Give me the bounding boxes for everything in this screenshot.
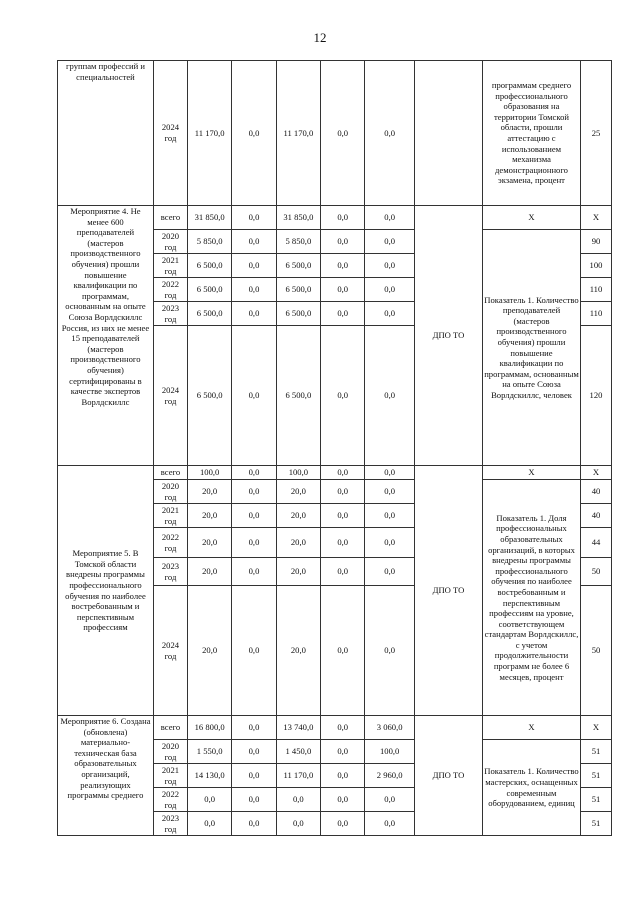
total-cell: 100,0 [187, 466, 231, 480]
measure-name: группам профессий и специальностей [58, 61, 154, 206]
value-cell: 51 [581, 740, 612, 764]
value-cell: 51 [581, 764, 612, 788]
executor-cell: ДПО ТО [414, 466, 482, 716]
year-cell: 2020 год [153, 230, 187, 254]
extrabudget-cell: 0,0 [365, 278, 415, 302]
regional-cell: 0,0 [276, 788, 320, 812]
year-cell: 2021 год [153, 504, 187, 528]
municipal-cell: 0,0 [321, 230, 365, 254]
program-table [57, 60, 612, 836]
federal-cell: 0,0 [232, 716, 276, 740]
indicator-cell: Показатель 1. Количество преподавателей (мастеров производственного обучения) прошли повышение квалификации по программам, основанным на опыте Союза Ворлдскиллс, человек [483, 230, 581, 466]
federal-cell: 0,0 [232, 466, 276, 480]
federal-cell: 0,0 [232, 740, 276, 764]
year-cell: 2022 год [153, 788, 187, 812]
indicator-cell: Показатель 1. Доля профессиональных образовательных организаций, в которых внедрены программы профессионального обучения по наиболее востребованным и перспективным профессиям на уровне, соответствующем стандартам Ворлдскиллс, с учетом продолжительности программ не более 6 месяцев, процент [483, 480, 581, 716]
indicator-total-cell: X [483, 716, 581, 740]
federal-cell: 0,0 [232, 558, 276, 586]
total-cell: 6 500,0 [187, 326, 231, 466]
regional-cell: 20,0 [276, 586, 320, 716]
municipal-cell: 0,0 [321, 740, 365, 764]
regional-cell: 6 500,0 [276, 326, 320, 466]
total-cell: 6 500,0 [187, 254, 231, 278]
table-row [58, 716, 612, 740]
value-cell: 110 [581, 278, 612, 302]
extrabudget-cell: 0,0 [365, 586, 415, 716]
regional-cell: 13 740,0 [276, 716, 320, 740]
extrabudget-cell: 0,0 [365, 302, 415, 326]
total-cell: 31 850,0 [187, 206, 231, 230]
total-cell: 11 170,0 [187, 61, 231, 206]
total-cell: 20,0 [187, 586, 231, 716]
extrabudget-cell: 0,0 [365, 326, 415, 466]
year-cell: 2020 год [153, 740, 187, 764]
federal-cell: 0,0 [232, 504, 276, 528]
municipal-cell: 0,0 [321, 206, 365, 230]
value-cell: 40 [581, 480, 612, 504]
regional-cell: 11 170,0 [276, 61, 320, 206]
regional-cell: 6 500,0 [276, 278, 320, 302]
value-cell: 110 [581, 302, 612, 326]
year-cell: 2022 год [153, 528, 187, 558]
federal-cell: 0,0 [232, 230, 276, 254]
value-cell: X [581, 716, 612, 740]
federal-cell: 0,0 [232, 302, 276, 326]
federal-cell: 0,0 [232, 764, 276, 788]
page-number: 12 [313, 30, 327, 45]
municipal-cell: 0,0 [321, 716, 365, 740]
year-cell: 2022 год [153, 278, 187, 302]
extrabudget-cell: 3 060,0 [365, 716, 415, 740]
total-cell: 20,0 [187, 528, 231, 558]
extrabudget-cell: 0,0 [365, 528, 415, 558]
municipal-cell: 0,0 [321, 528, 365, 558]
table-row [58, 61, 612, 206]
extrabudget-cell: 0,0 [365, 230, 415, 254]
year-cell: 2024 год [153, 61, 187, 206]
value-cell: 51 [581, 788, 612, 812]
table-row [58, 206, 612, 230]
federal-cell: 0,0 [232, 480, 276, 504]
indicator-total-cell: X [483, 466, 581, 480]
value-cell: 90 [581, 230, 612, 254]
total-cell: 6 500,0 [187, 302, 231, 326]
measure-name: Мероприятие 5. В Томской области внедрены программы профессионального обучения по наиболее востребованным и перспективным профессиям [58, 466, 154, 716]
executor-cell [414, 61, 482, 206]
municipal-cell: 0,0 [321, 504, 365, 528]
municipal-cell: 0,0 [321, 558, 365, 586]
regional-cell: 5 850,0 [276, 230, 320, 254]
total-cell: 6 500,0 [187, 278, 231, 302]
municipal-cell: 0,0 [321, 812, 365, 836]
value-cell: 50 [581, 586, 612, 716]
municipal-cell: 0,0 [321, 586, 365, 716]
total-cell: 20,0 [187, 504, 231, 528]
value-cell: 40 [581, 504, 612, 528]
regional-cell: 20,0 [276, 558, 320, 586]
year-cell: 2023 год [153, 812, 187, 836]
extrabudget-cell: 100,0 [365, 740, 415, 764]
regional-cell: 1 450,0 [276, 740, 320, 764]
year-cell: 2020 год [153, 480, 187, 504]
municipal-cell: 0,0 [321, 278, 365, 302]
total-cell: 20,0 [187, 558, 231, 586]
value-cell: 25 [581, 61, 612, 206]
total-cell: 5 850,0 [187, 230, 231, 254]
extrabudget-cell: 0,0 [365, 254, 415, 278]
municipal-cell: 0,0 [321, 326, 365, 466]
total-cell: 16 800,0 [187, 716, 231, 740]
extrabudget-cell: 0,0 [365, 466, 415, 480]
federal-cell: 0,0 [232, 278, 276, 302]
federal-cell: 0,0 [232, 586, 276, 716]
value-cell: 50 [581, 558, 612, 586]
measure-name: Мероприятие 4. Не менее 600 преподавателей (мастеров производственного обучения) прошли повышение квалификации по программам, основанным на опыте Союза Ворлдскиллс Россия, из них не менее 15 преподавателей (мастеров производственного обучения) сертифицированы в качестве экспертов Ворлдскиллс [58, 206, 154, 466]
year-cell: 2024 год [153, 586, 187, 716]
regional-cell: 6 500,0 [276, 254, 320, 278]
year-cell: всего [153, 206, 187, 230]
regional-cell: 0,0 [276, 812, 320, 836]
value-cell: 120 [581, 326, 612, 466]
total-cell: 14 130,0 [187, 764, 231, 788]
federal-cell: 0,0 [232, 812, 276, 836]
total-cell: 1 550,0 [187, 740, 231, 764]
regional-cell: 20,0 [276, 480, 320, 504]
total-cell: 20,0 [187, 480, 231, 504]
year-cell: 2023 год [153, 302, 187, 326]
municipal-cell: 0,0 [321, 764, 365, 788]
year-cell: всего [153, 716, 187, 740]
value-cell: X [581, 466, 612, 480]
extrabudget-cell: 0,0 [365, 480, 415, 504]
executor-cell: ДПО ТО [414, 206, 482, 466]
value-cell: 44 [581, 528, 612, 558]
regional-cell: 11 170,0 [276, 764, 320, 788]
indicator-total-cell: X [483, 206, 581, 230]
value-cell: 51 [581, 812, 612, 836]
value-cell: 100 [581, 254, 612, 278]
table-row [58, 466, 612, 480]
executor-cell: ДПО ТО [414, 716, 482, 836]
value-cell: X [581, 206, 612, 230]
year-cell: 2021 год [153, 764, 187, 788]
federal-cell: 0,0 [232, 528, 276, 558]
year-cell: 2024 год [153, 326, 187, 466]
municipal-cell: 0,0 [321, 302, 365, 326]
regional-cell: 31 850,0 [276, 206, 320, 230]
municipal-cell: 0,0 [321, 254, 365, 278]
indicator-cell: Показатель 1. Количество мастерских, оснащенных современным оборудованием, единиц [483, 740, 581, 836]
municipal-cell: 0,0 [321, 61, 365, 206]
municipal-cell: 0,0 [321, 466, 365, 480]
regional-cell: 6 500,0 [276, 302, 320, 326]
total-cell: 0,0 [187, 812, 231, 836]
municipal-cell: 0,0 [321, 480, 365, 504]
extrabudget-cell: 0,0 [365, 812, 415, 836]
federal-cell: 0,0 [232, 254, 276, 278]
extrabudget-cell: 0,0 [365, 504, 415, 528]
extrabudget-cell: 0,0 [365, 61, 415, 206]
extrabudget-cell: 2 960,0 [365, 764, 415, 788]
federal-cell: 0,0 [232, 61, 276, 206]
measure-name: Мероприятие 6. Создана (обновлена) материально-техническая база образовательных организаций, реализующих программы среднего [58, 716, 154, 836]
federal-cell: 0,0 [232, 788, 276, 812]
year-cell: всего [153, 466, 187, 480]
indicator-cell: программам среднего профессионального образования на территории Томской области, прошли аттестацию с использованием механизма демонстрационного экзамена, процент [483, 61, 581, 206]
regional-cell: 100,0 [276, 466, 320, 480]
regional-cell: 20,0 [276, 528, 320, 558]
year-cell: 2021 год [153, 254, 187, 278]
federal-cell: 0,0 [232, 326, 276, 466]
total-cell: 0,0 [187, 788, 231, 812]
extrabudget-cell: 0,0 [365, 558, 415, 586]
extrabudget-cell: 0,0 [365, 788, 415, 812]
regional-cell: 20,0 [276, 504, 320, 528]
extrabudget-cell: 0,0 [365, 206, 415, 230]
municipal-cell: 0,0 [321, 788, 365, 812]
year-cell: 2023 год [153, 558, 187, 586]
federal-cell: 0,0 [232, 206, 276, 230]
